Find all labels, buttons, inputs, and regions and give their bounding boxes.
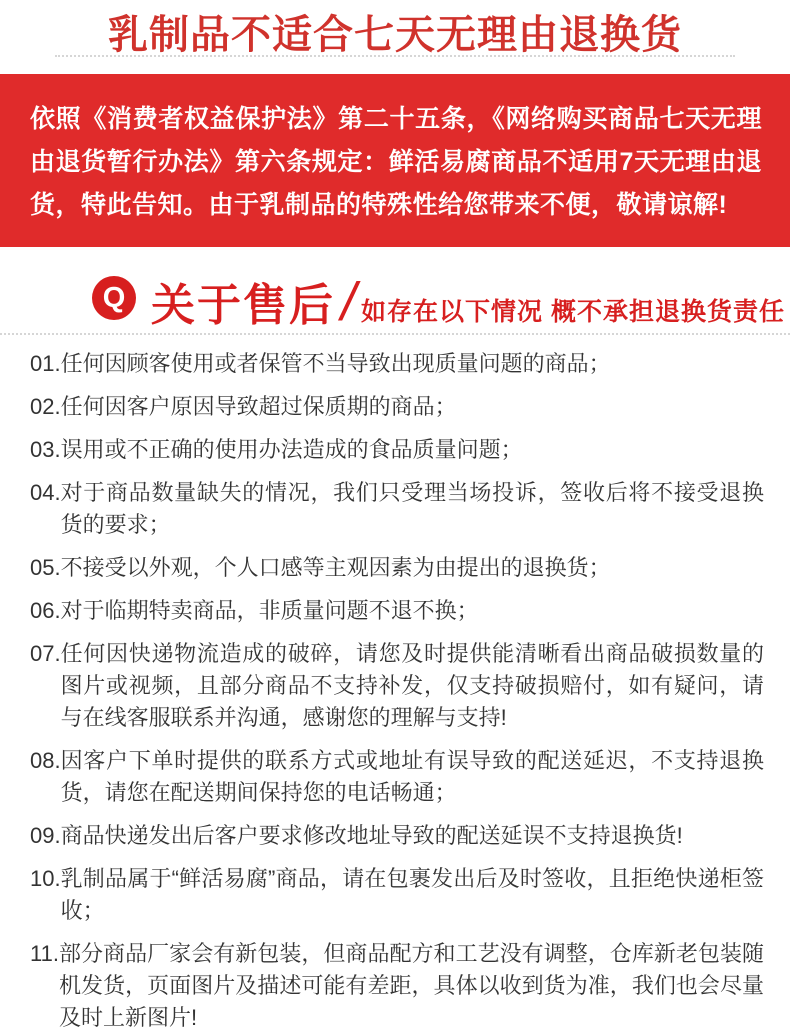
policy-item-number: 09. [30, 823, 61, 848]
after-sales-title: 关于售后 [151, 281, 335, 330]
policy-item-number: 11. [30, 941, 59, 966]
page-title: 乳制品不适合七天无理由退换货 [108, 13, 682, 57]
policy-item-text: 部分商品厂家会有新包装，但商品配方和工艺没有调整，仓库新老包装随机发货，页面图片及描述可能有差距，具体以收到货为准，我们也会尽量及时上新图片! [59, 941, 764, 1030]
policy-item-text: 不接受以外观，个人口感等主观因素为由提出的退换货； [60, 555, 611, 580]
policy-item-text: 对于临期特卖商品，非质量问题不退不换； [60, 598, 479, 623]
policy-item-text: 对于商品数量缺失的情况，我们只受理当场投诉，签收后将不接受退换货的要求； [60, 480, 764, 537]
policy-item-number: 08. [30, 748, 61, 773]
policy-list-item [30, 552, 764, 584]
policy-item-number: 02. [30, 394, 61, 419]
policy-list [0, 348, 790, 1034]
policy-list-item [30, 477, 764, 541]
policy-list-item [30, 638, 764, 734]
after-sales-header [92, 269, 790, 332]
policy-item-number: 01. [30, 351, 61, 376]
policy-list-item [30, 745, 764, 809]
policy-item-text: 乳制品属于“鲜活易腐”商品，请在包裹发出后及时签收，且拒绝快递柜签收； [60, 866, 764, 923]
policy-list-item [30, 820, 764, 852]
policy-item-text: 任何因客户原因导致超过保质期的商品； [60, 394, 457, 419]
policy-item-text: 因客户下单时提供的联系方式或地址有误导致的配送延迟，不支持退换货，请您在配送期间保持您的电话畅通； [60, 748, 764, 805]
policy-list-item [30, 391, 764, 423]
divider-dotted-bottom [0, 333, 790, 335]
policy-item-number: 04. [30, 480, 61, 505]
q-badge-icon: Q [92, 276, 136, 320]
policy-item-text: 任何因快递物流造成的破碎，请您及时提供能清晰看出商品破损数量的图片或视频，且部分商品不支持补发，仅支持破损赔付，如有疑问，请与在线客服联系并沟通，感谢您的理解与支持! [60, 641, 764, 730]
policy-item-number: 03. [30, 437, 61, 462]
policy-item-number: 06. [30, 598, 61, 623]
law-notice-banner [0, 74, 790, 247]
policy-item-text: 任何因顾客使用或者保管不当导致出现质量问题的商品； [60, 351, 611, 376]
policy-list-item [30, 348, 764, 380]
after-sales-subtitle: 如存在以下情况 概不承担退换货责任 [361, 298, 785, 326]
policy-item-number: 07. [30, 641, 61, 666]
policy-list-item [30, 863, 764, 927]
policy-list-item [30, 595, 764, 627]
policy-item-number: 05. [30, 555, 61, 580]
policy-item-text: 误用或不正确的使用办法造成的食品质量问题； [60, 437, 523, 462]
policy-list-item [30, 938, 764, 1034]
law-notice-text: 依照《消费者权益保护法》第二十五条，《网络购买商品七天无理由退货暂行办法》第六条规定：鲜活易腐商品不适用7天无理由退货，特此告知。由于乳制品的特殊性给您带来不便，敬请谅解! [30, 105, 762, 219]
slash-divider-icon: / [341, 272, 357, 332]
policy-item-number: 10. [30, 866, 61, 891]
policy-item-text: 商品快递发出后客户要求修改地址导致的配送延误不支持退换货! [60, 823, 683, 848]
policy-list-item [30, 434, 764, 466]
